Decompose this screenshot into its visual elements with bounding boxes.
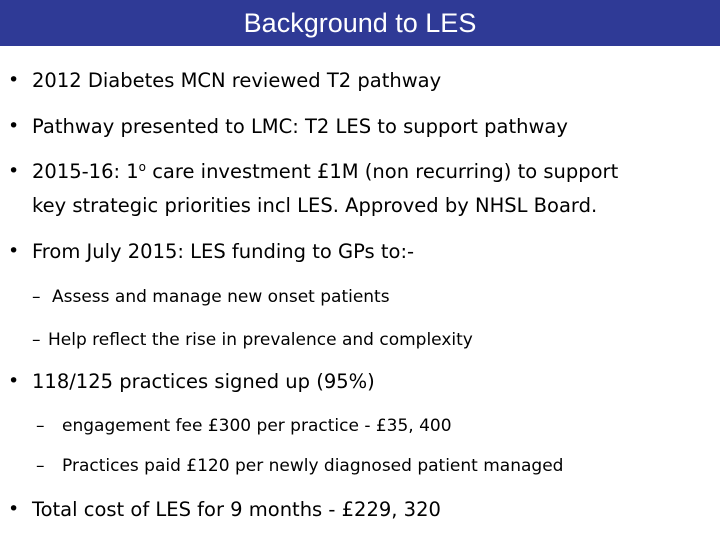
bullet-text: 118/125 practices signed up (95%): [32, 370, 375, 393]
dash-icon: –: [36, 416, 45, 436]
bullet-text: 2012 Diabetes MCN reviewed T2 pathway: [32, 69, 442, 92]
bullet-text: [32, 160, 618, 183]
bullet-text-part: care investment £1M (non recurring) to support: [146, 160, 619, 183]
bullet-text: Pathway presented to LMC: T2 LES to support pathway: [32, 115, 568, 138]
bullet-icon: •: [8, 115, 20, 137]
bullet-icon: •: [8, 370, 20, 392]
sub-bullet-text: Practices paid £120 per newly diagnosed patient managed: [62, 456, 564, 476]
bullet-icon: •: [8, 160, 20, 182]
dash-icon: –: [32, 287, 41, 307]
dash-icon: –: [32, 330, 41, 350]
bullet-icon: •: [8, 240, 20, 262]
bullet-text-part: 2015-16: 1: [32, 160, 139, 183]
dash-icon: –: [36, 456, 45, 476]
bullet-icon: •: [8, 69, 20, 91]
slide-title: Background to LES: [0, 0, 720, 46]
sub-bullet-text: Assess and manage new onset patients: [52, 287, 390, 307]
sub-bullet-text: engagement fee £300 per practice - £35, 400: [62, 416, 452, 436]
bullet-text-continued: key strategic priorities incl LES. Approved by NHSL Board.: [32, 194, 598, 217]
bullet-icon: •: [8, 498, 20, 520]
bullet-text: From July 2015: LES funding to GPs to:-: [32, 240, 415, 263]
sub-bullet-text: Help reflect the rise in prevalence and complexity: [48, 330, 473, 350]
bullet-text: Total cost of LES for 9 months - £229, 320: [32, 498, 441, 521]
superscript: o: [138, 160, 146, 174]
